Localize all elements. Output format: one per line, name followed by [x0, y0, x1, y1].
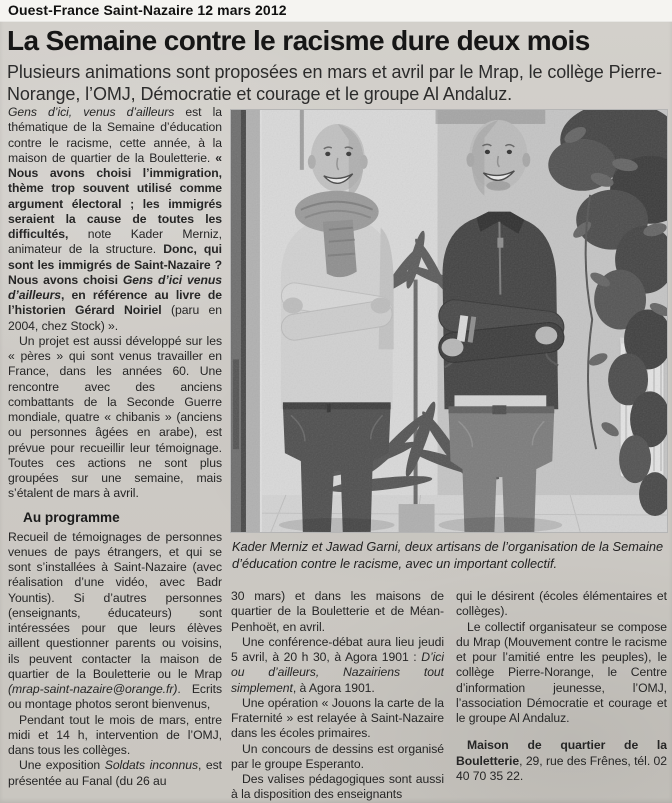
article-paragraph: Une opération « Jouons la carte de la Fraternité » est relayée à Saint-Nazaire dans les écoles primaires. — [231, 695, 444, 741]
newspaper-clipping — [0, 21, 672, 803]
photo-caption: Kader Merniz et Jawad Garni, deux artisans de l’organisation de la Semaine d’éducation contre le racisme, avec un important collectif. — [232, 539, 664, 571]
column-right — [456, 589, 667, 801]
article-paragraph: Des valises pédagogiques sont aussi à la disposition des enseignants — [231, 772, 444, 801]
article-paragraph: 30 mars) et dans les maisons de quartier de la Bouletterie et de Méan-Penhoët, en avril. — [231, 589, 444, 634]
column-middle — [231, 589, 444, 801]
article-paragraph: Un projet est aussi développé sur les « pères » qui sont venus travailler en France, dans les années 60. Une rencontre avec des anciens combattants de la Seconde Guerre mondiale, quatre « chibanis » (anciens ou personnes âgées en arabe), est prévue pour recueillir leur témoignage. Toutes ces actions ne sont plus groupées sur une semaine, mais s’étalent de mars à avril. — [8, 333, 222, 501]
section-heading: Au programme — [23, 509, 120, 525]
article-paragraph: Pendant tout le mois de mars, entre midi et 14 h, intervention de l’OMJ, dans tous les collèges. — [8, 712, 222, 757]
article-paragraph: Le collectif organisateur se compose du Mrap (Mouvement contre le racisme et pour l’amitié entre les peuples), le collège Pierre-Norange, le Centre d’information jeunesse, l’OMJ, l’association Démocratie et courage et le groupe Al Andaluz. — [456, 619, 667, 725]
photo-illustration — [231, 110, 667, 532]
source-line: Ouest-France Saint-Nazaire 12 mars 2012 — [8, 2, 287, 18]
article-paragraph: Maison de quartier de la Bouletterie, 29, rue des Frênes, tél. 02 40 70 35 22. — [456, 738, 667, 783]
column-left — [8, 105, 222, 799]
article-subtitle: Plusieurs animations sont proposées en mars et avril par le Mrap, le collège Pierre-Norange, l’OMJ, Démocratie et courage et le groupe Al Andaluz. — [7, 62, 662, 104]
photo-grain — [231, 110, 667, 532]
article-paragraph: Un concours de dessins est organisé par le groupe Esperanto. — [231, 741, 444, 771]
article-photo — [230, 109, 668, 573]
article-paragraph: Une exposition Soldats inconnus, est présentée au Fanal (du 26 au — [8, 758, 222, 788]
article-title: La Semaine contre le racisme dure deux mois — [7, 25, 590, 56]
article-paragraph: Recueil de témoignages de personnes venues de pays étrangers, et qui se sont s’installées à Saint-Nazaire (avec réalisation d’une vidéo, avec Badr Yountis). Si d’autres personnes (enseignants, éducateurs) sont intéressées pour que leurs élèves aillent questionner parents ou voisins, ils peuvent contacter la maison de quartier de la Bouletterie ou le Mrap (mrap-saint-nazaire@orange.fr). Ecrits ou montage photos seront bienvenus, — [8, 529, 222, 712]
article-paragraph: Une conférence-débat aura lieu jeudi 5 avril, à 20 h 30, à Agora 1901 : D’ici ou d’ailleurs, Nazairiens tout simplement, à Agora 1901. — [231, 634, 444, 695]
article-paragraph: qui le désirent (écoles élémentaires et collèges). — [456, 589, 667, 619]
article-paragraph: Gens d’ici, venus d’ailleurs est la thématique de la Semaine d’éducation contre le racisme, cette année, à la maison de quartier de la Bouletterie. « Nous avons choisi l’immigration, thème trop souvent utilisé comme argument électoral ; les immigrés seraient la cause de toutes les difficultés, note Kader Merniz, animateur de la structure. Donc, qui sont les immigrés de Saint-Nazaire ? Nous avons choisi Gens d’ici venus d’ailleurs, en référence au livre de l’historien Gérard Noiriel (paru en 2004, chez Stock) ». — [8, 105, 222, 333]
photo-frame — [230, 109, 668, 533]
